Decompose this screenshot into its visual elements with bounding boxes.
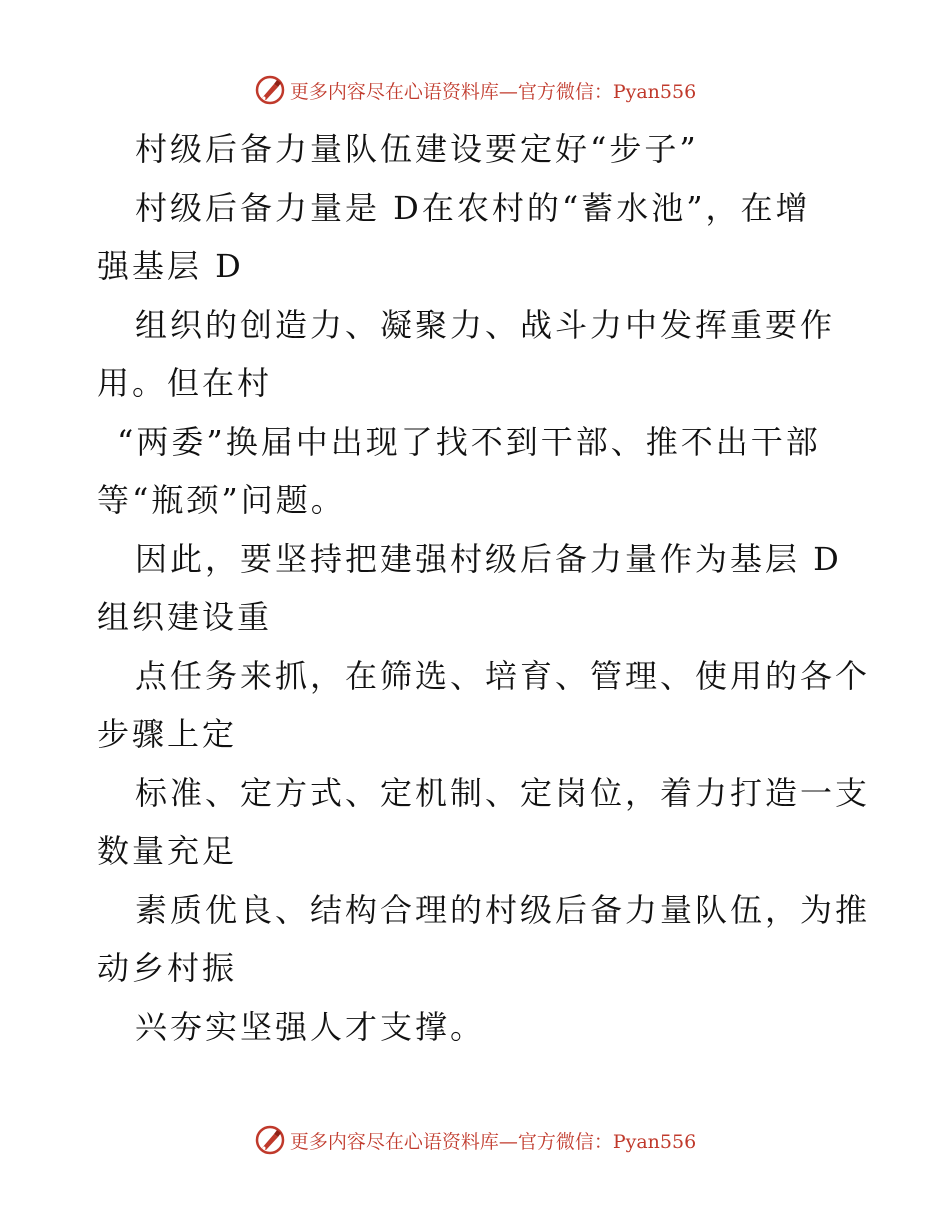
- paragraph-line: 标准、定方式、定机制、定岗位，着力打造一支: [135, 773, 871, 812]
- paragraph-line: 因此，要坚持把建强村级后备力量作为基层 D: [135, 539, 842, 578]
- paragraph-line: 兴夯实坚强人才支撑。: [135, 1007, 486, 1046]
- footer-watermark: [0, 1120, 950, 1160]
- paragraph-line: 组织的创造力、凝聚力、战斗力中发挥重要作: [135, 305, 836, 344]
- paragraph-line: 等“瓶颈”问题。: [97, 481, 346, 519]
- watermark-text: 更多内容尽在心语资料库—官方微信：Pyan556: [289, 1130, 697, 1153]
- paragraph-line: 组织建设重: [97, 598, 273, 636]
- paragraph-line: 素质优良、结构合理的村级后备力量队伍，为推: [135, 890, 871, 929]
- paragraph-line: 点任务来抓，在筛选、培育、管理、使用的各个: [135, 656, 871, 695]
- pen-logo-icon: [254, 74, 286, 106]
- paragraph-line: 数量充足: [97, 832, 238, 870]
- header-watermark: [0, 70, 950, 110]
- paragraph-line: 动乡村振: [97, 949, 238, 987]
- pen-logo-icon: [254, 1124, 286, 1156]
- document-body: [97, 120, 871, 1056]
- paragraph-line: 村级后备力量是 D在农村的“蓄水池”，在增: [135, 188, 811, 227]
- paragraph-line: 步骤上定: [97, 715, 238, 753]
- document-title: 村级后备力量队伍建设要定好“步子”: [135, 130, 699, 168]
- paragraph-line: 用。但在村: [97, 364, 273, 402]
- paragraph-line: “两委”换届中出现了找不到干部、推不出干部: [117, 422, 821, 461]
- watermark-text: 更多内容尽在心语资料库—官方微信：Pyan556: [289, 80, 697, 103]
- paragraph-line: 强基层 D: [97, 247, 244, 285]
